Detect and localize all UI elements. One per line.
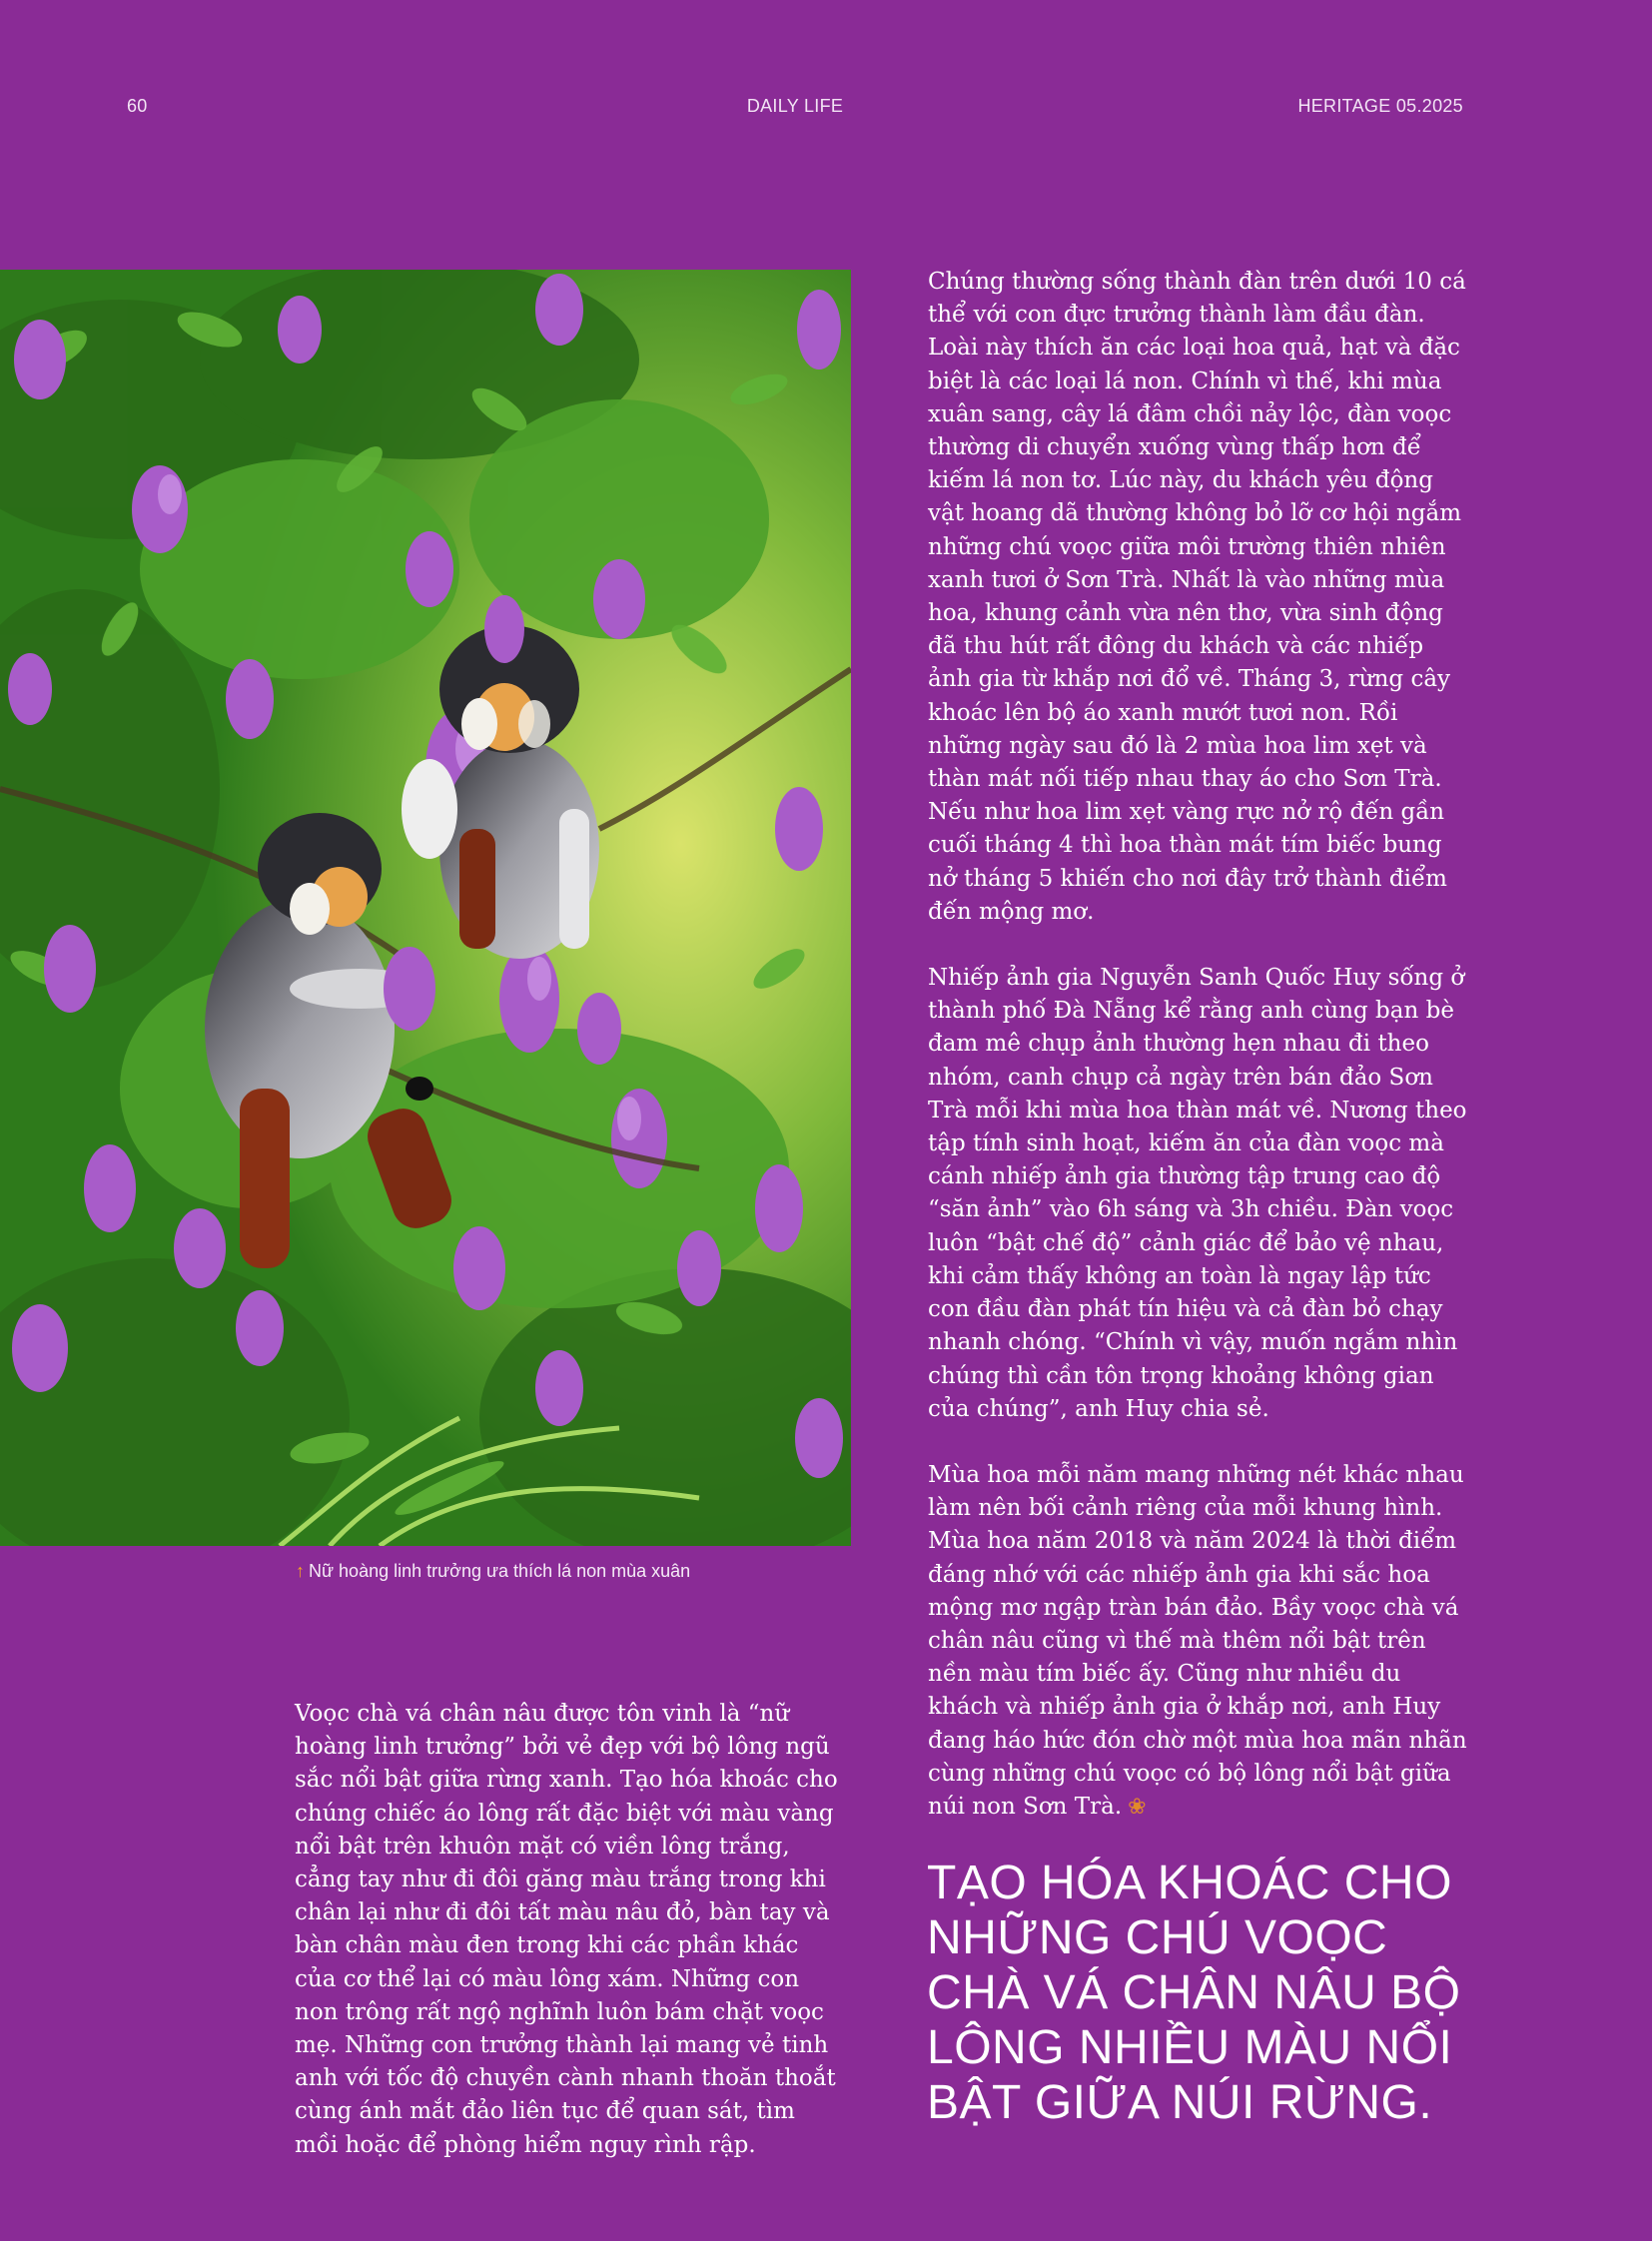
article-right-column (928, 266, 1467, 1824)
lotus-icon: ❀ (1128, 1794, 1147, 1820)
langur-photo (0, 270, 851, 1546)
arrow-up-icon: ↑ (296, 1561, 305, 1581)
paragraph (928, 1459, 1467, 1824)
paragraph: Voọc chà vá chân nâu được tôn vinh là “nữ hoàng linh trưởng” bởi vẻ đẹp với bộ lông ngũ sắc nổi bật giữa rừng xanh. Tạo hóa khoác cho chúng chiếc áo lông rất đặc biệt với màu vàng nổi bật trên khuôn mặt có viền lông trắng, cẳng tay như đi đôi găng màu trắng trong khi chân lại như đi đôi tất màu nâu đỏ, bàn tay và bàn chân màu đen trong khi các phần khác của cơ thể lại có màu lông xám. Những con non trông rất ngộ nghĩnh luôn bám chặt voọc mẹ. Những con trưởng thành lại mang vẻ tinh anh với tốc độ chuyền cành nhanh thoăn thoắt cùng ánh mắt đảo liên tục để quan sát, tìm mồi hoặc để phòng hiểm nguy rình rập. (295, 1701, 838, 2158)
paragraph: Chúng thường sống thành đàn trên dưới 10 cá thể với con đực trưởng thành làm đầu đàn. Loài này thích ăn các loại hoa quả, hạt và đặc biệt là các loại lá non. Chính vì thế, khi mùa xuân sang, cây lá đâm chồi nảy lộc, đàn voọc thường di chuyển xuống vùng thấp hơn để kiếm lá non tơ. Lúc này, du khách yêu động vật hoang dã thường không bỏ lỡ cơ hội ngắm những chú voọc giữa môi trường thiên nhiên xanh tươi ở Sơn Trà. Nhất là vào những mùa hoa, khung cảnh vừa nên thơ, vừa sinh động đã thu hút rất đông du khách và các nhiếp ảnh gia từ khắp nơi đổ về. Tháng 3, rừng cây khoác lên bộ áo xanh mướt tươi non. Rồi những ngày sau đó là 2 mùa hoa lim xẹt và thàn mát nối tiếp nhau thay áo cho Sơn Trà. Nếu như hoa lim xẹt vàng rực nở rộ đến gần cuối tháng 4 thì hoa thàn mát tím biếc bung nở tháng 5 khiến cho nơi đây trở thành điểm đến mộng mơ. (928, 269, 1466, 925)
photo-caption (296, 1561, 835, 1582)
pull-quote: TẠO HÓA KHOÁC CHO NHỮNG CHÚ VOỌC CHÀ VÁ CHÂN NÂU BỘ LÔNG NHIỀU MÀU NỔI BẬT GIỮA NÚI RỪNG. (927, 1857, 1461, 2129)
page-number: 60 (127, 96, 148, 116)
section-title: DAILY LIFE (746, 96, 844, 116)
paragraph: Nhiếp ảnh gia Nguyễn Sanh Quốc Huy sống ở thành phố Đà Nẵng kể rằng anh cùng bạn bè đam mê chụp ảnh thường hẹn nhau đi theo nhóm, canh chụp cả ngày trên bán đảo Sơn Trà mỗi khi mùa hoa thàn mát về. Nương theo tập tính sinh hoạt, kiếm ăn của đàn voọc mà cánh nhiếp ảnh gia thường tập trung cao độ “săn ảnh” vào 6h sáng và 3h chiều. Đàn voọc luôn “bật chế độ” cảnh giác để bảo vệ nhau, khi cảm thấy không an toàn là ngay lập tức con đầu đàn phát tín hiệu và cả đàn bỏ chạy nhanh chóng. “Chính vì vậy, muốn ngắm nhìn chúng thì cần tôn trọng khoảng không gian của chúng”, anh Huy chia sẻ. (928, 965, 1467, 1422)
article-left-column (295, 1698, 839, 2162)
page-header (127, 96, 1463, 126)
issue-label: HERITAGE 05.2025 (1297, 96, 1463, 116)
caption-text: Nữ hoàng linh trưởng ưa thích lá non mùa xuân (309, 1561, 691, 1581)
paragraph-text: Mùa hoa mỗi năm mang những nét khác nhau làm nên bối cảnh riêng của mỗi khung hình. Mùa hoa năm 2018 và năm 2024 là thời điểm đáng nhớ với các nhiếp ảnh gia khi sắc hoa mộng mơ ngập tràn bán đảo. Bầy voọc chà vá chân nâu cũng vì thế mà thêm nổi bật trên nền màu tím biếc ấy. Cũng như nhiều du khách và nhiếp ảnh gia ở khắp nơi, anh Huy đang háo hức đón chờ một mùa hoa mãn nhãn cùng những chú voọc có bộ lông nổi bật giữa núi non Sơn Trà. (928, 1461, 1467, 1820)
